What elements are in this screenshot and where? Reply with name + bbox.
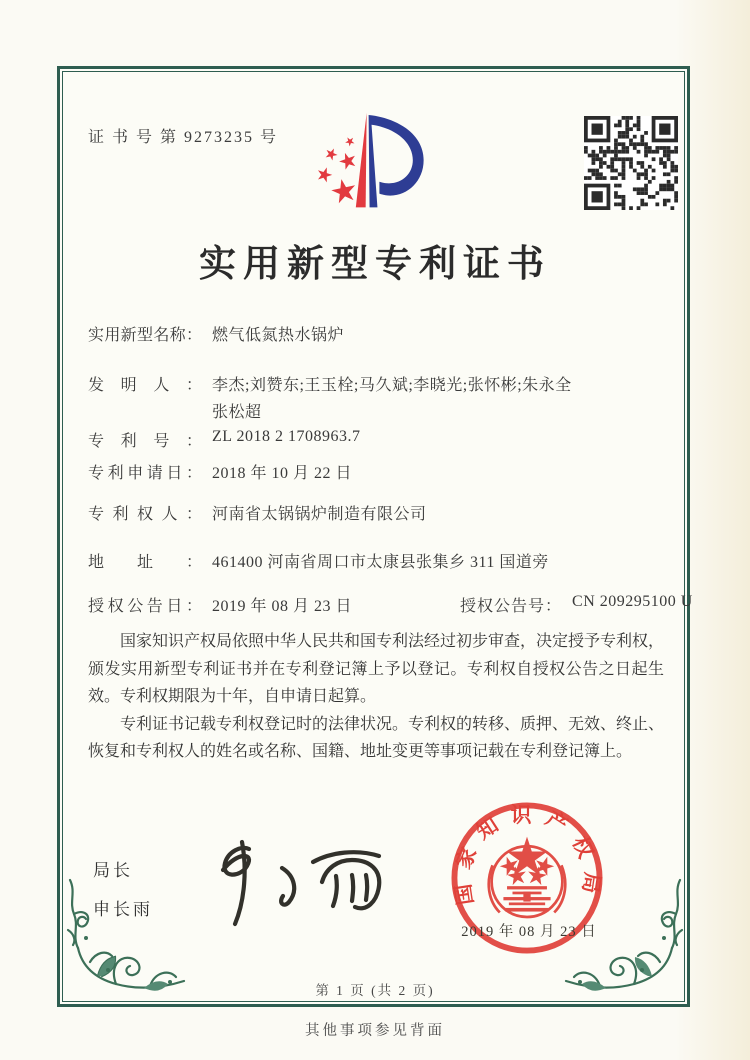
field-row-patentee bbox=[88, 501, 427, 524]
field-label: 专利号： bbox=[88, 433, 202, 450]
national-emblem-icon bbox=[489, 846, 565, 917]
inventors-line1: 李杰;刘赞东;王玉栓;马久斌;李晓光;张怀彬;朱永全 bbox=[212, 377, 572, 394]
qr-code-icon bbox=[584, 116, 678, 210]
field-label: 授权公告号： bbox=[460, 598, 563, 615]
page-number: 第 1 页 (共 2 页) bbox=[315, 983, 435, 998]
field-label: 专利申请日： bbox=[88, 465, 202, 482]
inventors-line2: 张松超 bbox=[212, 404, 262, 421]
field-row-filing-date bbox=[88, 460, 352, 483]
field-label: 授权公告日： bbox=[88, 598, 202, 615]
field-row-name bbox=[88, 322, 344, 345]
field-row-grant bbox=[88, 593, 693, 616]
signatory-block bbox=[93, 856, 153, 934]
field-value: 461400 河南省周口市太康县张集乡 311 国道旁 bbox=[212, 554, 549, 571]
field-row-address bbox=[88, 549, 549, 572]
field-label: 专利权人： bbox=[88, 506, 202, 523]
seal-agency-text: 国家知识产权局 bbox=[449, 803, 605, 907]
cnipa-logo-icon bbox=[288, 104, 460, 236]
field-label: 发明人： bbox=[88, 377, 202, 394]
field-value: 河南省太锅锅炉制造有限公司 bbox=[212, 506, 427, 523]
field-value: ZL 2018 2 1708963.7 bbox=[212, 428, 361, 445]
legal-paragraphs bbox=[88, 628, 664, 766]
paragraph-legal-status: 专利证书记载专利权登记时的法律状况。专利权的转移、质押、无效、终止、恢复和专利权人的姓名或名称、国籍、地址变更等事项记载在专利登记簿上。 bbox=[88, 715, 665, 760]
director-signature bbox=[185, 830, 400, 935]
seal-date: 2019 年 08 月 23 日 bbox=[461, 924, 597, 940]
field-label: 地址： bbox=[88, 554, 202, 571]
certificate-title: 实用新型专利证书 bbox=[199, 244, 551, 285]
back-note: 其他事项参见背面 bbox=[305, 1023, 445, 1039]
field-value: 燃气低氮热水锅炉 bbox=[212, 327, 345, 344]
director-name: 申长雨 bbox=[93, 900, 153, 919]
certificate-number: 证 书 号 第 9273235 号 bbox=[88, 129, 279, 146]
field-value: 2018 年 10 月 22 日 bbox=[212, 465, 353, 482]
field-grant-number bbox=[460, 593, 693, 616]
field-row-patent-number bbox=[88, 428, 360, 451]
paragraph-grant-statement: 国家知识产权局依照中华人民共和国专利法经过初步审查，决定授予专利权，颁发实用新型专利证书并在专利登记簿上予以登记。专利权自授权公告之日起生效。专利权期限为十年，自申请日起算。 bbox=[88, 633, 665, 705]
field-row-inventors bbox=[88, 372, 572, 426]
field-value: CN 209295100 U bbox=[572, 593, 693, 610]
field-value: 2019 年 08 月 23 日 bbox=[212, 598, 353, 615]
field-label: 实用新型名称： bbox=[88, 327, 202, 344]
director-title: 局长 bbox=[93, 861, 133, 880]
field-value bbox=[212, 372, 572, 426]
